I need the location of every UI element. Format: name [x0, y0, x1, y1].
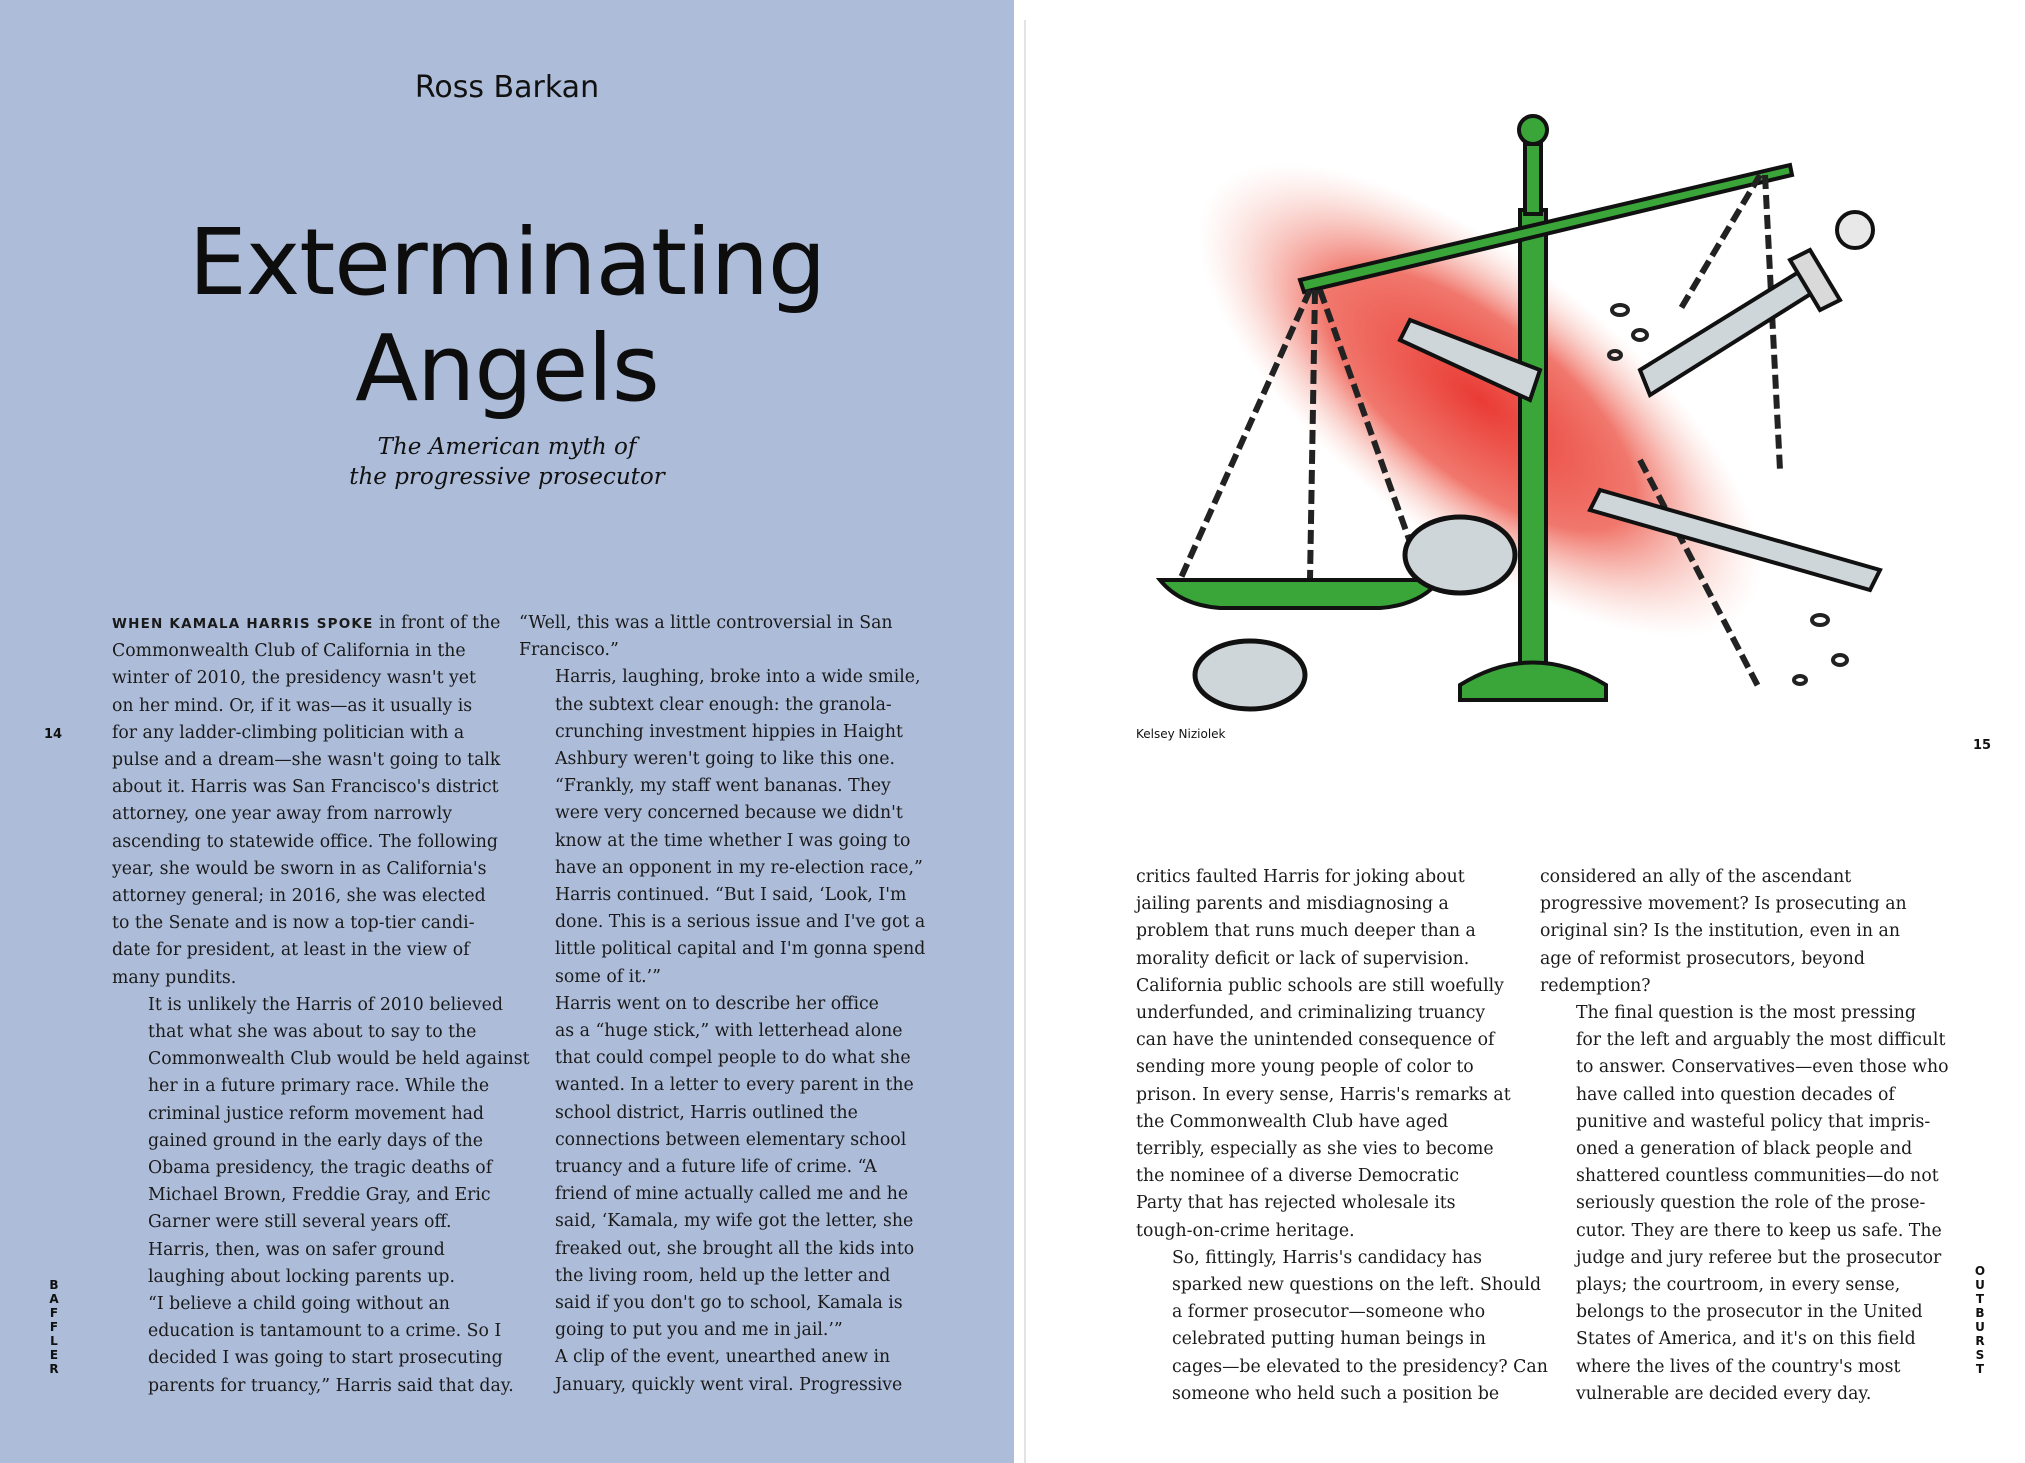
- text-line: prison. In every sense, Harris's remarks at: [1136, 1084, 1511, 1105]
- author-name: Ross Barkan: [414, 70, 600, 105]
- text-line: that could compel people to do what she: [555, 1048, 911, 1069]
- text-line: some of it.’”: [555, 966, 661, 987]
- spine-letter: E: [49, 1348, 59, 1362]
- spine-letter: R: [49, 1362, 59, 1376]
- text-line: gained ground in the early days of the: [148, 1130, 483, 1151]
- text-line: someone who held such a position be: [1172, 1383, 1500, 1404]
- text-line: sending more young people of color to: [1136, 1057, 1474, 1078]
- body-column-2: [519, 610, 926, 1399]
- page-number-left: 14: [44, 727, 63, 742]
- text-line: Harris continued. “But I said, ‘Look, I'm: [555, 885, 907, 906]
- text-line: the living room, held up the letter and: [555, 1265, 891, 1286]
- text-line: about it. Harris was San Francisco's district: [112, 777, 499, 798]
- text-line: criminal justice reform movement had: [148, 1103, 484, 1124]
- text-line: Michael Brown, Freddie Gray, and Eric: [148, 1185, 491, 1206]
- body-column-1: [112, 610, 530, 1400]
- text-line: tough-on-crime heritage.: [1136, 1220, 1355, 1241]
- paragraph: [112, 1237, 508, 1291]
- text-line: the Commonwealth Club have aged: [1136, 1111, 1449, 1132]
- spine-letter: S: [1975, 1348, 1985, 1362]
- spine-letter: B: [1975, 1306, 1985, 1320]
- paragraph: [519, 610, 915, 664]
- text-line: considered an ally of the ascendant: [1540, 867, 1852, 887]
- text-line: a former prosecutor—someone who: [1172, 1302, 1486, 1323]
- text-line: So, fittingly, Harris's candidacy has: [1172, 1247, 1483, 1268]
- text-line: Harris, laughing, broke into a wide smile,: [555, 667, 921, 688]
- spine-letter: O: [1974, 1264, 1986, 1278]
- text-line: shattered countless communities—do not: [1576, 1166, 1939, 1187]
- text-line: celebrated putting human beings in: [1172, 1329, 1486, 1350]
- text-line: underfunded, and criminalizing truancy: [1136, 1003, 1486, 1024]
- spine-letter: U: [1975, 1320, 1985, 1334]
- text-line: It is unlikely the Harris of 2010 believed: [148, 994, 503, 1015]
- spine-letter: B: [49, 1278, 59, 1292]
- title-line: Angels: [355, 315, 659, 422]
- text-line: on her mind. Or, if it was—as it usually is: [112, 695, 473, 716]
- text-line: have an opponent in my re-election race,”: [555, 857, 923, 878]
- paragraph: [519, 773, 926, 991]
- text-line: Commonwealth Club would be held against: [148, 1049, 530, 1070]
- text-line: her in a future primary race. While the: [148, 1076, 490, 1097]
- scales-of-justice-illustration: [1120, 100, 1920, 730]
- text-line: vulnerable are decided every day.: [1576, 1383, 1872, 1404]
- text-line: redemption?: [1540, 975, 1651, 996]
- text-line: A clip of the event, unearthed anew in: [555, 1347, 891, 1368]
- text-line: know at the time whether I was going to: [555, 830, 911, 851]
- text-line: parents for truancy,” Harris said that day.: [148, 1375, 514, 1396]
- paragraph: WHEN KAMALA HARRIS SPOKE in front of the Commonwealth Club of California in the winter of 2010, the presidency wasn't yet on her mind. Or, if it was—as it usually is for any ladder-climbing politician with a pulse and a dream—she wasn't going to talk about it. Harris was San Francisco's district attorney, one year away from narrowly ascending to statewide office. The following year, she would be sworn in as California's attorney general; in 2016, she was elected to the Senate and is now a top-tier candi- date for president, at least in the view of many pundits.: [112, 610, 508, 992]
- paragraph: [1136, 1245, 1548, 1408]
- spine-letter: T: [1975, 1292, 1985, 1306]
- text-line: ascending to statewide office. The following: [112, 831, 498, 852]
- paragraph: [1540, 1000, 1949, 1408]
- page-number-right: 15: [1973, 738, 1992, 753]
- text-line: year, she would be sworn in as California's: [112, 858, 487, 879]
- text-line: plays; the courtroom, in every sense,: [1576, 1275, 1901, 1296]
- text-line: truancy and a future life of crime. “A: [555, 1157, 877, 1178]
- text-line: school district, Harris outlined the: [555, 1102, 858, 1123]
- text-line: “Well, this was a little controversial in San: [519, 613, 893, 633]
- text-line: said, ‘Kamala, my wife got the letter, she: [555, 1211, 914, 1232]
- text-line: to the Senate and is now a top-tier candi-: [112, 913, 475, 934]
- text-line: Francisco.”: [519, 640, 619, 661]
- text-line: Party that has rejected wholesale its: [1136, 1193, 1456, 1214]
- paragraph: [112, 1291, 514, 1400]
- text-line: laughing about locking parents up.: [148, 1266, 455, 1287]
- text-line: California public schools are still woefully: [1136, 975, 1504, 996]
- text-line: attorney, one year away from narrowly: [112, 804, 453, 825]
- spine-label-left: [47, 1278, 61, 1376]
- text-line: problem that runs much deeper than a: [1136, 921, 1476, 942]
- title-line: Exterminating: [188, 209, 826, 316]
- gutter-line: [1024, 20, 1026, 1463]
- body-column-4: [1540, 864, 1949, 1408]
- left-pan: [1160, 580, 1440, 608]
- text-line: original sin? Is the institution, even in an: [1540, 921, 1900, 942]
- text-line: said if you don't go to school, Kamala is: [555, 1293, 903, 1314]
- text-line: Garner were still several years off.: [148, 1212, 452, 1233]
- paragraph: [519, 991, 915, 1345]
- text-line: friend of mine actually called me and he: [555, 1184, 909, 1205]
- text-line: the nominee of a diverse Democratic: [1136, 1166, 1460, 1187]
- text-line: terribly, especially as she vies to become: [1136, 1139, 1494, 1160]
- text-line: for the left and arguably the most difficult: [1576, 1030, 1946, 1051]
- text-line: education is tantamount to a crime. So I: [148, 1321, 502, 1342]
- subtitle-line: the progressive prosecutor: [349, 464, 665, 490]
- text-line: crunching investment hippies in Haight: [555, 721, 903, 742]
- text-line: the subtext clear enough: the granola-: [555, 694, 892, 715]
- paragraph: [112, 992, 530, 1237]
- text-line: seriously question the role of the prose-: [1576, 1193, 1926, 1214]
- text-line: Harris went on to describe her office: [555, 993, 879, 1014]
- spine-letter: T: [1975, 1362, 1985, 1376]
- text-line: morality deficit or lack of supervision.: [1136, 948, 1470, 969]
- text-line: Harris, then, was on safer ground: [148, 1239, 445, 1260]
- text-line: progressive movement? Is prosecuting an: [1540, 894, 1907, 915]
- text-line: States of America, and it's on this field: [1576, 1329, 1916, 1350]
- paragraph: [1136, 864, 1532, 1245]
- body-column-3: [1136, 864, 1548, 1408]
- text-line: where the lives of the country's most: [1576, 1356, 1901, 1377]
- text-line: done. This is a serious issue and I've got a: [555, 912, 926, 933]
- text-line: cutor. They are there to keep us safe. The: [1576, 1220, 1942, 1241]
- paragraph: [519, 664, 921, 773]
- text-line: critics faulted Harris for joking about: [1136, 867, 1465, 887]
- spine-letter: R: [1975, 1334, 1985, 1348]
- text-line: Obama presidency, the tragic deaths of: [148, 1158, 493, 1179]
- text-line: pulse and a dream—she wasn't going to talk: [112, 750, 501, 771]
- text-line: going to put you and me in jail.’”: [555, 1320, 843, 1341]
- spine-label-right: [1973, 1264, 1987, 1376]
- text-line: Commonwealth Club of California in the: [112, 641, 466, 662]
- paragraph: [519, 1344, 915, 1398]
- text-line: freaked out, she brought all the kids into: [555, 1238, 915, 1259]
- lead-in: WHEN KAMALA HARRIS SPOKE: [112, 616, 374, 632]
- spine-letter: F: [49, 1306, 59, 1320]
- text-line: The final question is the most pressing: [1576, 1003, 1916, 1024]
- text-line: belongs to the prosecutor in the United: [1576, 1302, 1923, 1323]
- text-line: age of reformist prosecutors, beyond: [1540, 948, 1865, 969]
- text-line: as a “huge stick,” with letterhead alone: [555, 1021, 903, 1042]
- text-line: cages—be elevated to the presidency? Can: [1172, 1356, 1548, 1377]
- text-line: that what she was about to say to the: [148, 1022, 477, 1043]
- paragraph: [1540, 864, 1945, 1000]
- text-line: winter of 2010, the presidency wasn't yet: [112, 668, 476, 689]
- text-line: wanted. In a letter to every parent in the: [555, 1075, 914, 1096]
- text-line: were very concerned because we didn't: [555, 803, 903, 824]
- spine-letter: L: [50, 1334, 58, 1348]
- text-line: judge and jury referee but the prosecutor: [1576, 1247, 1942, 1268]
- text-line: January, quickly went viral. Progressive: [555, 1374, 903, 1395]
- article-title: [0, 210, 1014, 422]
- text-line: decided I was going to start prosecuting: [148, 1348, 503, 1369]
- spine-letter: A: [49, 1292, 59, 1306]
- spine-letter: U: [1975, 1278, 1985, 1292]
- text-line: can have the unintended consequence of: [1136, 1030, 1495, 1051]
- text-line: jailing parents and misdiagnosing a: [1136, 894, 1449, 915]
- text-line: little political capital and I'm gonna spend: [555, 939, 926, 960]
- text-line: date for president, at least in the view of: [112, 940, 470, 961]
- text-line: oned a generation of black people and: [1576, 1139, 1913, 1160]
- article-subtitle: [0, 432, 1014, 492]
- illustration-credit: Kelsey Niziolek: [1136, 727, 1226, 741]
- text-line: connections between elementary school: [555, 1129, 907, 1150]
- text-line: to answer. Conservatives—even those who: [1576, 1057, 1949, 1078]
- text-line: for any ladder-climbing politician with a: [112, 722, 465, 743]
- text-line: have called into question decades of: [1576, 1084, 1895, 1105]
- subtitle-line: The American myth of: [377, 434, 637, 460]
- spine-letter: F: [49, 1320, 59, 1334]
- text-line: punitive and wasteful policy that impris-: [1576, 1111, 1931, 1132]
- text-line: sparked new questions on the left. Should: [1172, 1275, 1542, 1296]
- text-line: many pundits.: [112, 967, 237, 988]
- text-line: “Frankly, my staff went bananas. They: [555, 776, 891, 797]
- text-line: “I believe a child going without an: [148, 1294, 450, 1315]
- text-line: attorney general; in 2016, she was elected: [112, 886, 486, 907]
- text-line: Ashbury weren't going to like this one.: [555, 749, 895, 770]
